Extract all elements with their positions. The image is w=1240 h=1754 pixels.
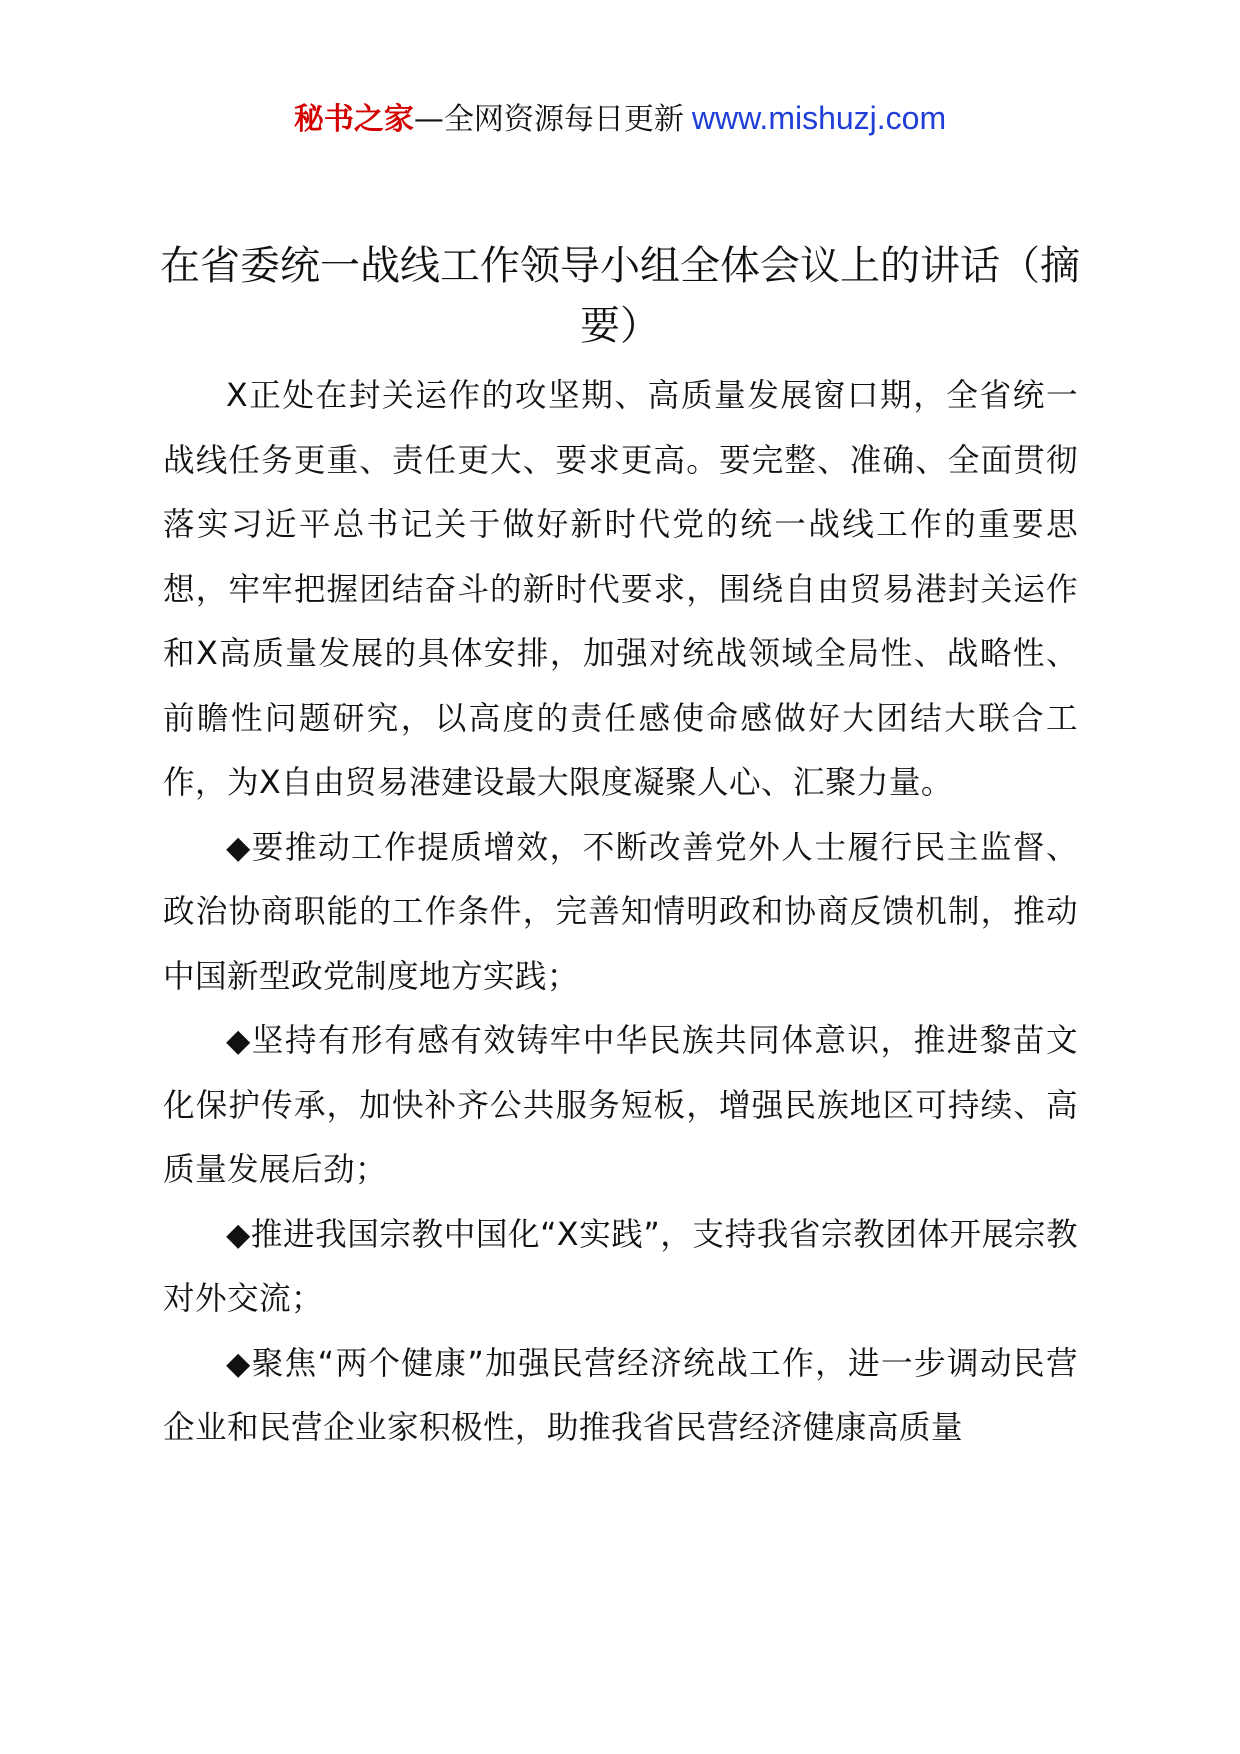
- intro-paragraph: X正处在封关运作的攻坚期、高质量发展窗口期，全省统一战线任务更重、责任更大、要求更高。要完整、准确、全面贯彻落实习近平总书记关于做好新时代党的统一战线工作的重要思想，牢牢把握团结奋斗的新时代要求，围绕自由贸易港封关运作和X高质量发展的具体安排，加强对统战领域全局性、战略性、前瞻性问题研究，以高度的责任感使命感做好大团结大联合工作，为X自由贸易港建设最大限度凝聚人心、汇聚力量。: [163, 378, 1078, 801]
- document-body: [163, 364, 1078, 1461]
- brand-name: 秘书之家: [293, 102, 414, 137]
- site-slogan: —全网资源每日更新: [413, 102, 684, 137]
- bullet-paragraph-party-work: ◆要推动工作提质增效，不断改善党外人士履行民主监督、政治协商职能的工作条件，完善知情明政和协商反馈机制，推动中国新型政党制度地方实践；: [163, 829, 1078, 995]
- site-url-link[interactable]: www.mishuzj.com: [691, 100, 947, 136]
- bullet-paragraph-ethnic-unity: ◆坚持有形有感有效铸牢中华民族共同体意识，推进黎苗文化保护传承，加快补齐公共服务短板，增强民族地区可持续、高质量发展后劲；: [163, 1023, 1078, 1188]
- document-title: 在省委统一战线工作领导小组全体会议上的讲话（摘要）: [160, 243, 1080, 349]
- site-header: [0, 98, 1240, 140]
- bullet-paragraph-religion: ◆推进我国宗教中国化“X实践”，支持我省宗教团体开展宗教对外交流；: [163, 1216, 1078, 1317]
- bullet-paragraph-private-economy: ◆聚焦“两个健康”加强民营经济统战工作，进一步调动民营企业和民营企业家积极性，助推我省民营经济健康高质量: [163, 1345, 1078, 1446]
